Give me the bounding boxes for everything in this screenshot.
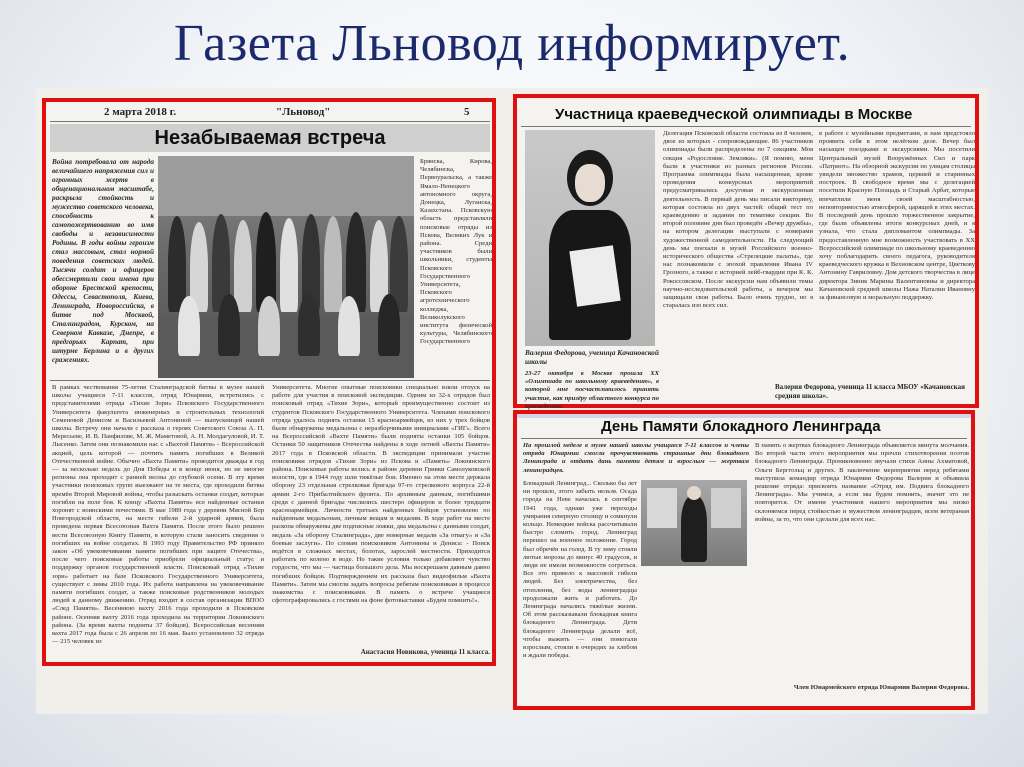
group-photo (158, 156, 414, 378)
article-column-a: Блокадный Ленинград... Сколько бы лет ни прошло, этого забыть нельзя. Осада города на Неве началась в сентябре 1941 года, однако уже переходы умирания северную столицу и сомкнули кольцо. Немецкие войска рассчитывали быстро сломить город. Ленинград перешел на военное положение. Город был обречён на голод. В ту зиму стояли лютые морозы до минус 40 градусов, и люди не имели возможности согреться. Все это привело к массовой гибели людей. Без электричества, без отопления, без воды ленинградцы продолжали жить и работать. До Ленинграда начались тяжёлые жизни. Об этом рассказывали блокадная книга блокадного Ленинграда. Дети блокадного Ленинграда делали всё, чтобы выжить — они помогали взрослым, стояли в очередях за хлебом и ждали победы. (523, 480, 637, 660)
article-lead: 23-27 октября в Москве прошла XX «Олимпиада по школьному краеведению», в которой мне посчастливилось принять участие, как призёру областного конкурса по краеведению. (525, 370, 659, 410)
article-headline: Участница краеведческой олимпиады в Москве (555, 106, 913, 123)
portrait-caption: Валерия Федорова, ученица Качановской школы (525, 348, 659, 366)
header-rule (50, 121, 490, 122)
newspaper-name: "Льновод" (276, 106, 331, 118)
student-portrait (525, 130, 655, 346)
article-column-a-cont (641, 570, 749, 680)
article-column-b: в работе с музейными предметами, и нам предстояло проявить себя в этом нелёгком деле. Вечер был насыщен поездками и экскурсиями. Мы посетили Центральный музей Вооружённых Сил и парк «Патриот». На обзорной экскурсии по улицам столицы увидели множество храмов, церквей и старинных построек. В свободное время мы с делегацией посетили Красную Площадь и Старый Арбат, которые впечатлили меня своей масштабностью, неповторимостью атмосферой, царящей в этих местах. В последний день прошло торжественное закрытие, где были объявлены итоги конкурсных дней, и я узнала, что стала дипломантом олимпиады. За предоставленную мне возможность участвовать в XX Всероссийской олимпиаде по школьному краеведению хочу поблагодарить своего педагога, руководителя краеведческого кружка в Вехновском центре, Цветкову Антонину Гавриловну. Дом детского творчества в лице директора Зиник Марины Валентиновны и директора Качановской средней школы Нажа Наталии Ивановну за финансовую и моральную поддержку. (819, 130, 975, 302)
article-meeting-frame (42, 98, 496, 666)
article-intro: Война потребовала от народа величайшего напряжения сил и огромных жертв в общенациональном масштабе, раскрыла стойкость и мужество советского человека, способность к самопожертвованию во имя свободы и независимости Родины. В годы войны героизм стал массовым, стал нормой поведения советских людей. Тысячи солдат и офицеров обессмертили свои имена при обороне Брестской крепости, Одессы, Севастополя, Киева, Ленинграда, Новороссийска, в битве под Москвой, Сталинградом, Курском, на Северном Кавказе, Днепре, в предгорьях Карпат, при штурме Берлина и в других сражениях. (52, 158, 154, 364)
article-body-left: В рамках чествования 75-летия Сталинградской битвы в музее нашей школы учащиеся 7-11 классов, отряд Юнармии, встретились с представителями отряда «Тихие Зори» Псковского Государственного Университета факультета инженерных и строительных технологий Семеновой Денисом и Васильевой Антониной — выпускницей нашей школы. Встречу они начали с рассказа о героях Советского Союза А. П. Мересьеве, И. В. Панфилове, М. Ж. Маметовой, А. Н. Молдагуловой, И. Т. Лысенко. Затем они познакомили нас с «Вахтой Памяти» - Всероссийской акцией, цель которой — почтить память погибших в Великой Отечественной войне. Обычно «Вахта Памяти» проводится дважды в год — за несколько недель до Дня Победы и в конце июня, но не многие регионы она проходит с ранней весны до глубокой осени. В эту время участники поисковых групп выезжают на те места, где проходили битвы времён Второй Мировой войны, чтобы разыскать останки солдат, которые погибли на поле боя. К концу «Вахты Памяти» все найденные останки хоронят с воинскими почестями. В мае 1989 года у деревни Мясной Бор Новгородской области, на месте гибели 2-й ударной армии, была проведена первая Всесоюзная Вахта Памяти. После этого было решено вести Всесоюзную Книгу Памяти, в которую стали заносить сведения о погибших на войне солдатах. В 1993 году Правительство РФ приняло закон «Об увековечивании памяти погибших при защите Отечества», после чего поисковые работы приобрели официальный статус и поддержку органов государственной власти. Поисковый отряд «Тихие зори» работает на базе Псковского Государственного Университета, существует с зимы 2010 года. Их работа направлена на увековечивание памяти погибших солдат, а также поисковые родственников молодых людей к данному движению. Отряд входит в состав организации ВПОО «След Памяти». Весеннюю вахту 2016 года проходили в Псковском районе. Осенняя вахту 2016 года проходила на территории Локнянского района. (За время вахты подняты 37 бойцов). Всероссийская весенняя вахта 2017 года была с 26 апреля по 16 мая. Было установлено 32 отряда — 215 человек из (52, 384, 264, 646)
article-headline: Незабываемая встреча (50, 124, 490, 152)
article-blockade-frame (513, 410, 975, 710)
article-right-column: Брянска, Кирова, Челябинска, Первоуральска, а также Ямало-Ненецкого автономного округа, Донецка, Луганска, Казахстана. Псковскую область представляли поисковые отряды из Пскова, Великих Лук и района. Среди участников были школьники, студенты Псковского Государственного Университета, Псковского агротехнического колледжа, Великолукского института физической культуры, Челябинского Государственного (420, 158, 492, 346)
article-signature: Член Юнармейского отряда Юнармии Валерия Федорова. (793, 684, 969, 691)
article-signature: Валерия Федорова, ученица 11 класса МБОУ «Качановская средняя школа». (775, 383, 965, 400)
article-olympiad-frame (513, 94, 979, 408)
article-column-a: Делегация Псковской области состояла из 8 человек, двое из которых - сопровождающие. 86 участников олимпиады были распределены по 7 секциям. Моя секция «Родословие. Земляки». (Я помню, меня были в участники из разных регионов России. Программа олимпиады была насыщенная, кроме проведения конкурсных мероприятий предусматривались досуговая и экскурсионная деятельность. В первый день мы писали викторину, которая состояла из двух частей: общий тест по краеведению и задания по тематике секции. Во второй половине дня был проведён «Вечер дружбы», на котором делегации выступали с номерами художественной самодеятельности. На следующий день мы поехали в музей Российского военно-исторического общества «Стрелецкие палаты», где нас познакомили с эпохой правления Ивана IV Грозного, а также с историей лейб-гвардии при К. К. Рокоссовском. После экскурсии нам объявили темы научно-исследовательской работы, а вечером мы защищали свои работы. Было очень трудно, но я старалась изо всех сил. (663, 130, 813, 310)
headline-rule (521, 438, 967, 439)
article-column-b: В память о жертвах блокадного Ленинграда объявляется минута молчания. Во второй части этого мероприятия мы прочли стихотворения поэтов блокадного Ленинграда. Проникновенно звучали стихи Анны Ахматовой, Ольги Берггольц и других. В заключение мероприятия перед ребятами выступила командир отряда Юнармии Федорова Валерия и объявила решение отряда: присвоить название «Отряд им. Подвига блокадного Ленинграда». Мы учимся, а если мы будем помнить, значит это не повторится. От имени участников нашего мероприятия мы низко склоняемся перед стойкостью и мужеством ленинградцев, всем ветеранам войны, за то, что они сделали для всех нас. (755, 442, 969, 523)
article-body-mid: Университета. Многие опытные поисковики специально взяли отпуск на работе для участия в поисковой экспедиции. Одним из 32-х отрядов был поисковый отряд «Тихие Зори», который преимущественно состоит из студентов Псковского Государственного Университета. Членами поискового отряда удалось поднять останки 15 красноармейцев, из них у трех бойцов были обнаружены медальоны с неразборчивыми инициалами «ГИГ». Всего на Всероссийской «Вахте Памяти» были подняты останки 105 бойцов. Останки 50 защитников Отечества найдены в ходе летней «Вахты Памяти» 2017 года в Псковской области. В экспедиции принимали участие поисковики отрядов «Тихие Зори» из Пскова и «Память» Локнянского района. Поисковые работы велись в районе деревни Гривки Самолуковской волости, где в 1944 году шли тяжёлые бои. Именно на этом месте держала оборону 23 отдельная стрелковая бригада 97-го стрелкового корпуса 22-й армии 2-го Прибалтийского фронта. По архивным данным, погибшими среди с данной бригады числились шестеро офицеров и более тридцати красноармейцев. Личности третьих найденных бойцов установлено по найденным медальонам, личным вещам и медалям. В ходе работ на месте раскопа обнаружены две подписные ложки, два медальона с данными солдат, медаль «За оборону Сталинграда», две номерные медали «За отвагу» и «За боевые заслуги». По словам поисковиков Антонины и Дениса: - Поиск ведётся в сложных местах, болотах, зарослей местности. Приходится работать по колено в воде. Но такие условия только добавляют чувство гордости, что мы — частица большого дела. Мы воскрешаем давным давно погибших бойцов. Подтверждением их рассказа был видеофильм «Вахта Памяти». Затем мы смогли задать вопросы ребятам поисковикам в процессе знакомства с поисковиками. В память о встрече учащиеся сфотографировались с гостями на фоне фотовыставки «Будем помнить!». (272, 384, 490, 605)
article-headline: День Памяти блокадного Ленинграда (601, 418, 881, 435)
headline-rule (521, 126, 971, 127)
article-author: Анастасия Новикова, ученица 11 класса. (360, 648, 490, 656)
page-number: 5 (464, 106, 470, 118)
article-lead: На прошлой неделе в музее нашей школы учащиеся 7-11 классов и члены отряда Юнармии смогли прочувствовать страшные дни блокадного Ленинграда и отдать дань памяти детям и взрослым — жертвам ленинградцев. (523, 442, 749, 474)
event-photo (641, 480, 747, 566)
slide-title: Газета Льновод информирует. (173, 15, 851, 72)
body-rule (50, 380, 490, 381)
issue-date: 2 марта 2018 г. (104, 106, 177, 118)
